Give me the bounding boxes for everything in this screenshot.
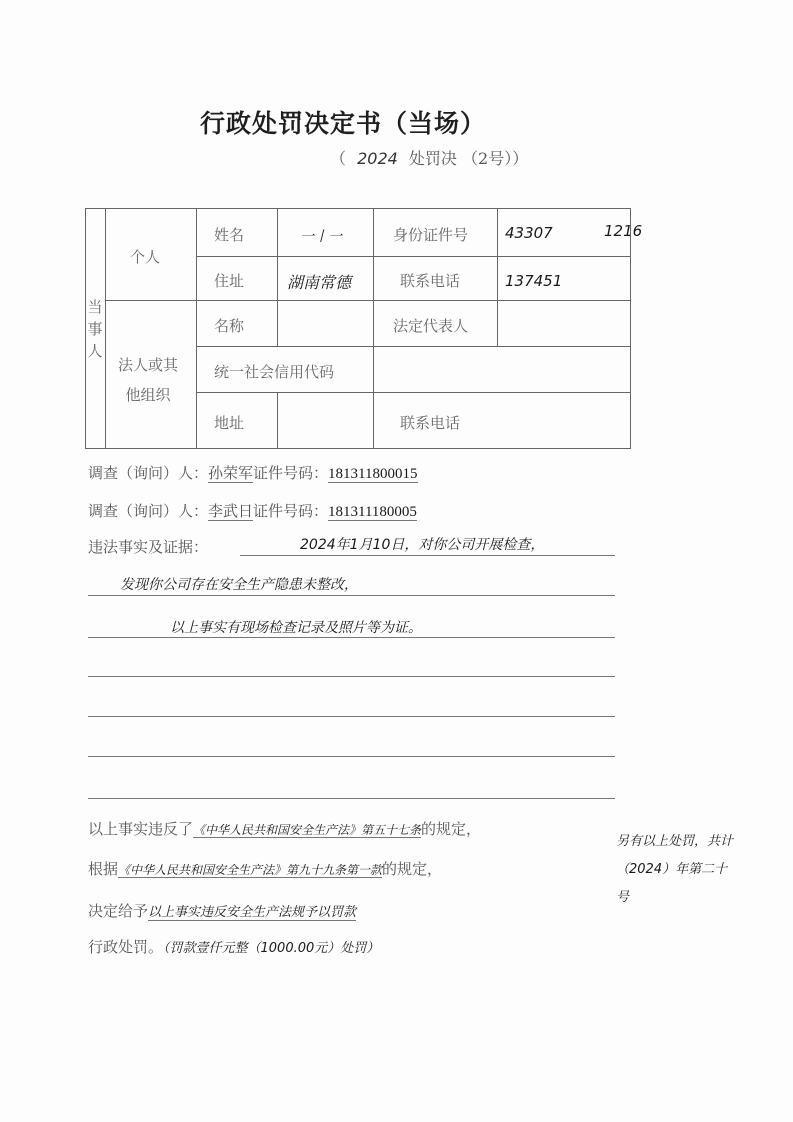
- violated-law: 《中华人民共和国安全生产法》第五十七条: [193, 823, 422, 837]
- investigator-prefix: 调查（询问）人：: [88, 502, 209, 520]
- cert-number: 181311800015: [328, 466, 418, 482]
- violated-line: [88, 818, 481, 839]
- decide-prefix: 决定给予: [88, 902, 149, 920]
- name-label: 姓名: [214, 226, 245, 244]
- cert-label: 证件号码：: [253, 502, 329, 520]
- basis-law: 《中华人民共和国安全生产法》第九十九条第一款: [118, 863, 383, 877]
- violated-prefix: 以上事实违反了: [88, 820, 194, 838]
- investigator-row: [88, 462, 418, 483]
- decide-line: [88, 900, 356, 921]
- facts-line: 2024年1月10日，对你公司开展检查，: [300, 537, 545, 553]
- margin-note: 另有以上处罚，共计（2024）年第二十号: [616, 834, 734, 905]
- investigator-prefix: 调查（询问）人：: [88, 464, 209, 482]
- org-phone-label: 联系电话: [400, 414, 461, 432]
- id-suffix: 1216: [604, 222, 643, 240]
- org-name-label: 名称: [214, 317, 245, 335]
- decide-text: 以上事实违反安全生产法规予以罚款: [148, 905, 357, 920]
- address-label: 住址: [214, 272, 245, 290]
- investigator-name: 李武日: [208, 502, 254, 520]
- name-value: 一丨一: [300, 229, 342, 245]
- org-address-label: 地址: [214, 414, 245, 432]
- basis-line: [88, 858, 442, 879]
- doc-number-open: （: [330, 149, 347, 168]
- investigator-name: 孙荣军: [208, 464, 254, 482]
- facts-line: 以上事实有现场检查记录及照片等为证。: [170, 620, 422, 636]
- penalty-text: （罚款壹仟元整（1000.00元）处罚）: [163, 941, 380, 956]
- credit-code-label: 统一社会信用代码: [214, 363, 335, 381]
- document-number: [330, 146, 528, 169]
- id-label: 身份证件号: [393, 226, 469, 244]
- cert-label: 证件号码：: [253, 464, 329, 482]
- basis-suffix: 的规定，: [382, 860, 443, 878]
- investigator-row: [88, 500, 417, 521]
- facts-line: 发现你公司存在安全生产隐患未整改，: [120, 577, 358, 593]
- individual-label: 个人: [130, 248, 161, 266]
- penalty-line: [88, 936, 379, 957]
- penalty-prefix: 行政处罚。: [88, 938, 164, 956]
- phone-label: 联系电话: [400, 272, 461, 290]
- party-group-label: 当事人: [87, 298, 103, 360]
- violated-suffix: 的规定，: [421, 820, 482, 838]
- phone-value: 137451: [505, 272, 563, 290]
- doc-number-seq: （2号））: [462, 149, 529, 168]
- document-title: 行政处罚决定书（当场）: [200, 109, 487, 138]
- doc-number-year: 2024: [357, 149, 398, 168]
- organization-label: 法人或其他组织: [117, 356, 178, 404]
- doc-number-type: 处罚决: [408, 149, 457, 168]
- address-value: 湖南常德: [287, 273, 352, 292]
- legal-rep-label: 法定代表人: [393, 317, 469, 335]
- facts-label: 违法事实及证据：: [88, 538, 209, 556]
- id-value: 43307: [505, 224, 553, 242]
- basis-prefix: 根据: [88, 860, 119, 878]
- cert-number: 181311180005: [328, 504, 417, 520]
